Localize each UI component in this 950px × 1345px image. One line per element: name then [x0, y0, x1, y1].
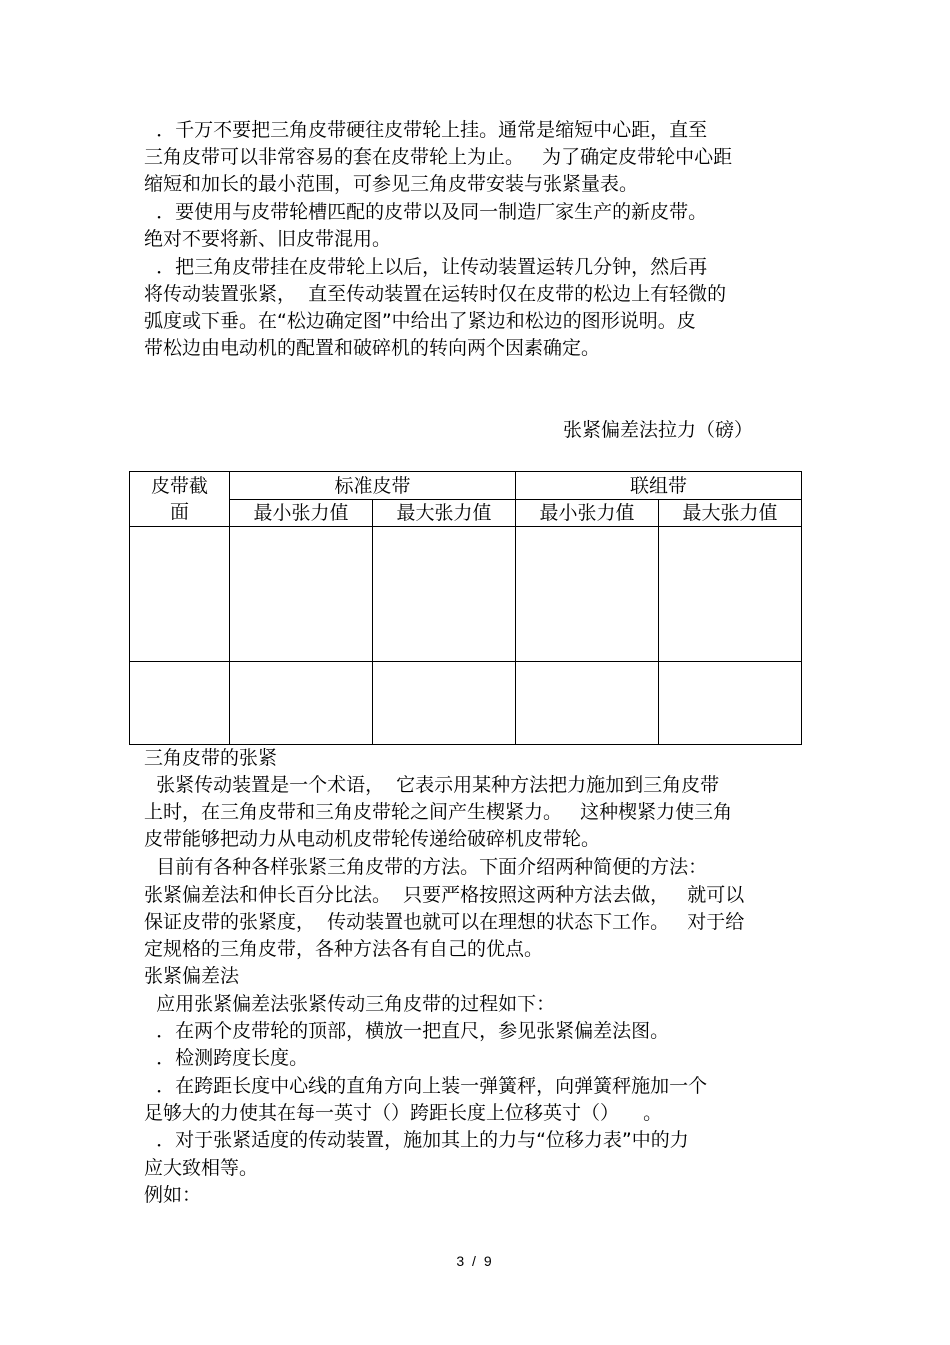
text-line: 三角皮带可以非常容易的套在皮带轮上为止。 为了确定皮带轮中心距 [144, 146, 733, 168]
header-belt-section-line1: 皮带截 [150, 475, 208, 497]
text-line: ．千万不要把三角皮带硬往皮带轮上挂。通常是缩短中心距，直至 [144, 119, 708, 141]
text-line: ．把三角皮带挂在皮带轮上以后，让传动装置运转几分钟，然后再 [144, 256, 708, 278]
text-line: 将传动装置张紧， 直至传动装置在运转时仅在皮带的松边上有轻微的 [144, 283, 727, 305]
table-cell [659, 662, 802, 745]
table-cell [516, 662, 659, 745]
text-line: 保证皮带的张紧度， 传动装置也就可以在理想的状态下工作。 对于给 [144, 911, 745, 933]
table-cell [516, 527, 659, 662]
text-line: ．检测跨度长度。 [144, 1047, 309, 1069]
tension-table [129, 471, 802, 745]
text-line: 张紧传动装置是一个术语， 它表示用某种方法把力施加到三角皮带 [144, 774, 720, 796]
text-line: 例如： [144, 1184, 202, 1206]
text-line: ．对于张紧适度的传动装置，施加其上的力与“位移力表”中的力 [144, 1129, 689, 1151]
text-line: 缩短和加长的最小范围，可参见三角皮带安装与张紧量表。 [144, 173, 639, 195]
text-line: 张紧偏差法和伸长百分比法。 只要严格按照这两种方法去做， 就可以 [144, 884, 745, 906]
text-line: ．要使用与皮带轮槽匹配的皮带以及同一制造厂家生产的新皮带。 [144, 201, 708, 223]
table-cell [373, 662, 516, 745]
header-standard-belt: 标准皮带 [230, 472, 516, 500]
section-heading: 三角皮带的张紧 [144, 747, 278, 769]
table-caption: 张紧偏差法拉力（磅） [563, 419, 754, 441]
text-line: 定规格的三角皮带，各种方法各有自己的优点。 [144, 938, 544, 960]
text-line: ．在两个皮带轮的顶部，横放一把直尺，参见张紧偏差法图。 [144, 1020, 670, 1042]
text-line: 带松边由电动机的配置和破碎机的转向两个因素确定。 [144, 337, 601, 359]
table-cell [373, 527, 516, 662]
text-line: 应用张紧偏差法张紧传动三角皮带的过程如下： [144, 993, 556, 1015]
text-line: 弧度或下垂。在“松边确定图”中给出了紧边和松边的图形说明。皮 [144, 310, 696, 332]
table-header-row [130, 472, 802, 500]
header-joined-belt: 联组带 [516, 472, 802, 500]
text-line: 绝对不要将新、旧皮带混用。 [144, 228, 392, 250]
table-cell [230, 662, 373, 745]
header-joined-max: 最大张力值 [659, 500, 802, 527]
table-row [130, 662, 802, 745]
header-standard-min: 最小张力值 [230, 500, 373, 527]
header-belt-section-line2: 面 [169, 501, 189, 523]
table-subheader-row [130, 500, 802, 527]
text-line: 皮带能够把动力从电动机皮带轮传递给破碎机皮带轮。 [144, 828, 601, 850]
table-cell [230, 527, 373, 662]
page-number: 3 / 9 [456, 1253, 494, 1269]
text-line: 足够大的力使其在每一英寸（）跨距长度上位移英寸（） 。 [144, 1102, 663, 1124]
text-line: 目前有各种各样张紧三角皮带的方法。下面介绍两种简便的方法： [144, 856, 708, 878]
table-cell [130, 527, 230, 662]
header-standard-max: 最大张力值 [373, 500, 516, 527]
text-line: ．在跨距长度中心线的直角方向上装一弹簧秤，向弹簧秤施加一个 [144, 1075, 708, 1097]
text-line: 应大致相等。 [144, 1157, 259, 1179]
section-heading: 张紧偏差法 [144, 965, 240, 987]
table-cell [659, 527, 802, 662]
table-row [130, 527, 802, 662]
text-line: 上时，在三角皮带和三角皮带轮之间产生楔紧力。 这种楔紧力使三角 [144, 801, 733, 823]
header-joined-min: 最小张力值 [516, 500, 659, 527]
header-belt-section [130, 472, 230, 527]
table-cell [130, 662, 230, 745]
